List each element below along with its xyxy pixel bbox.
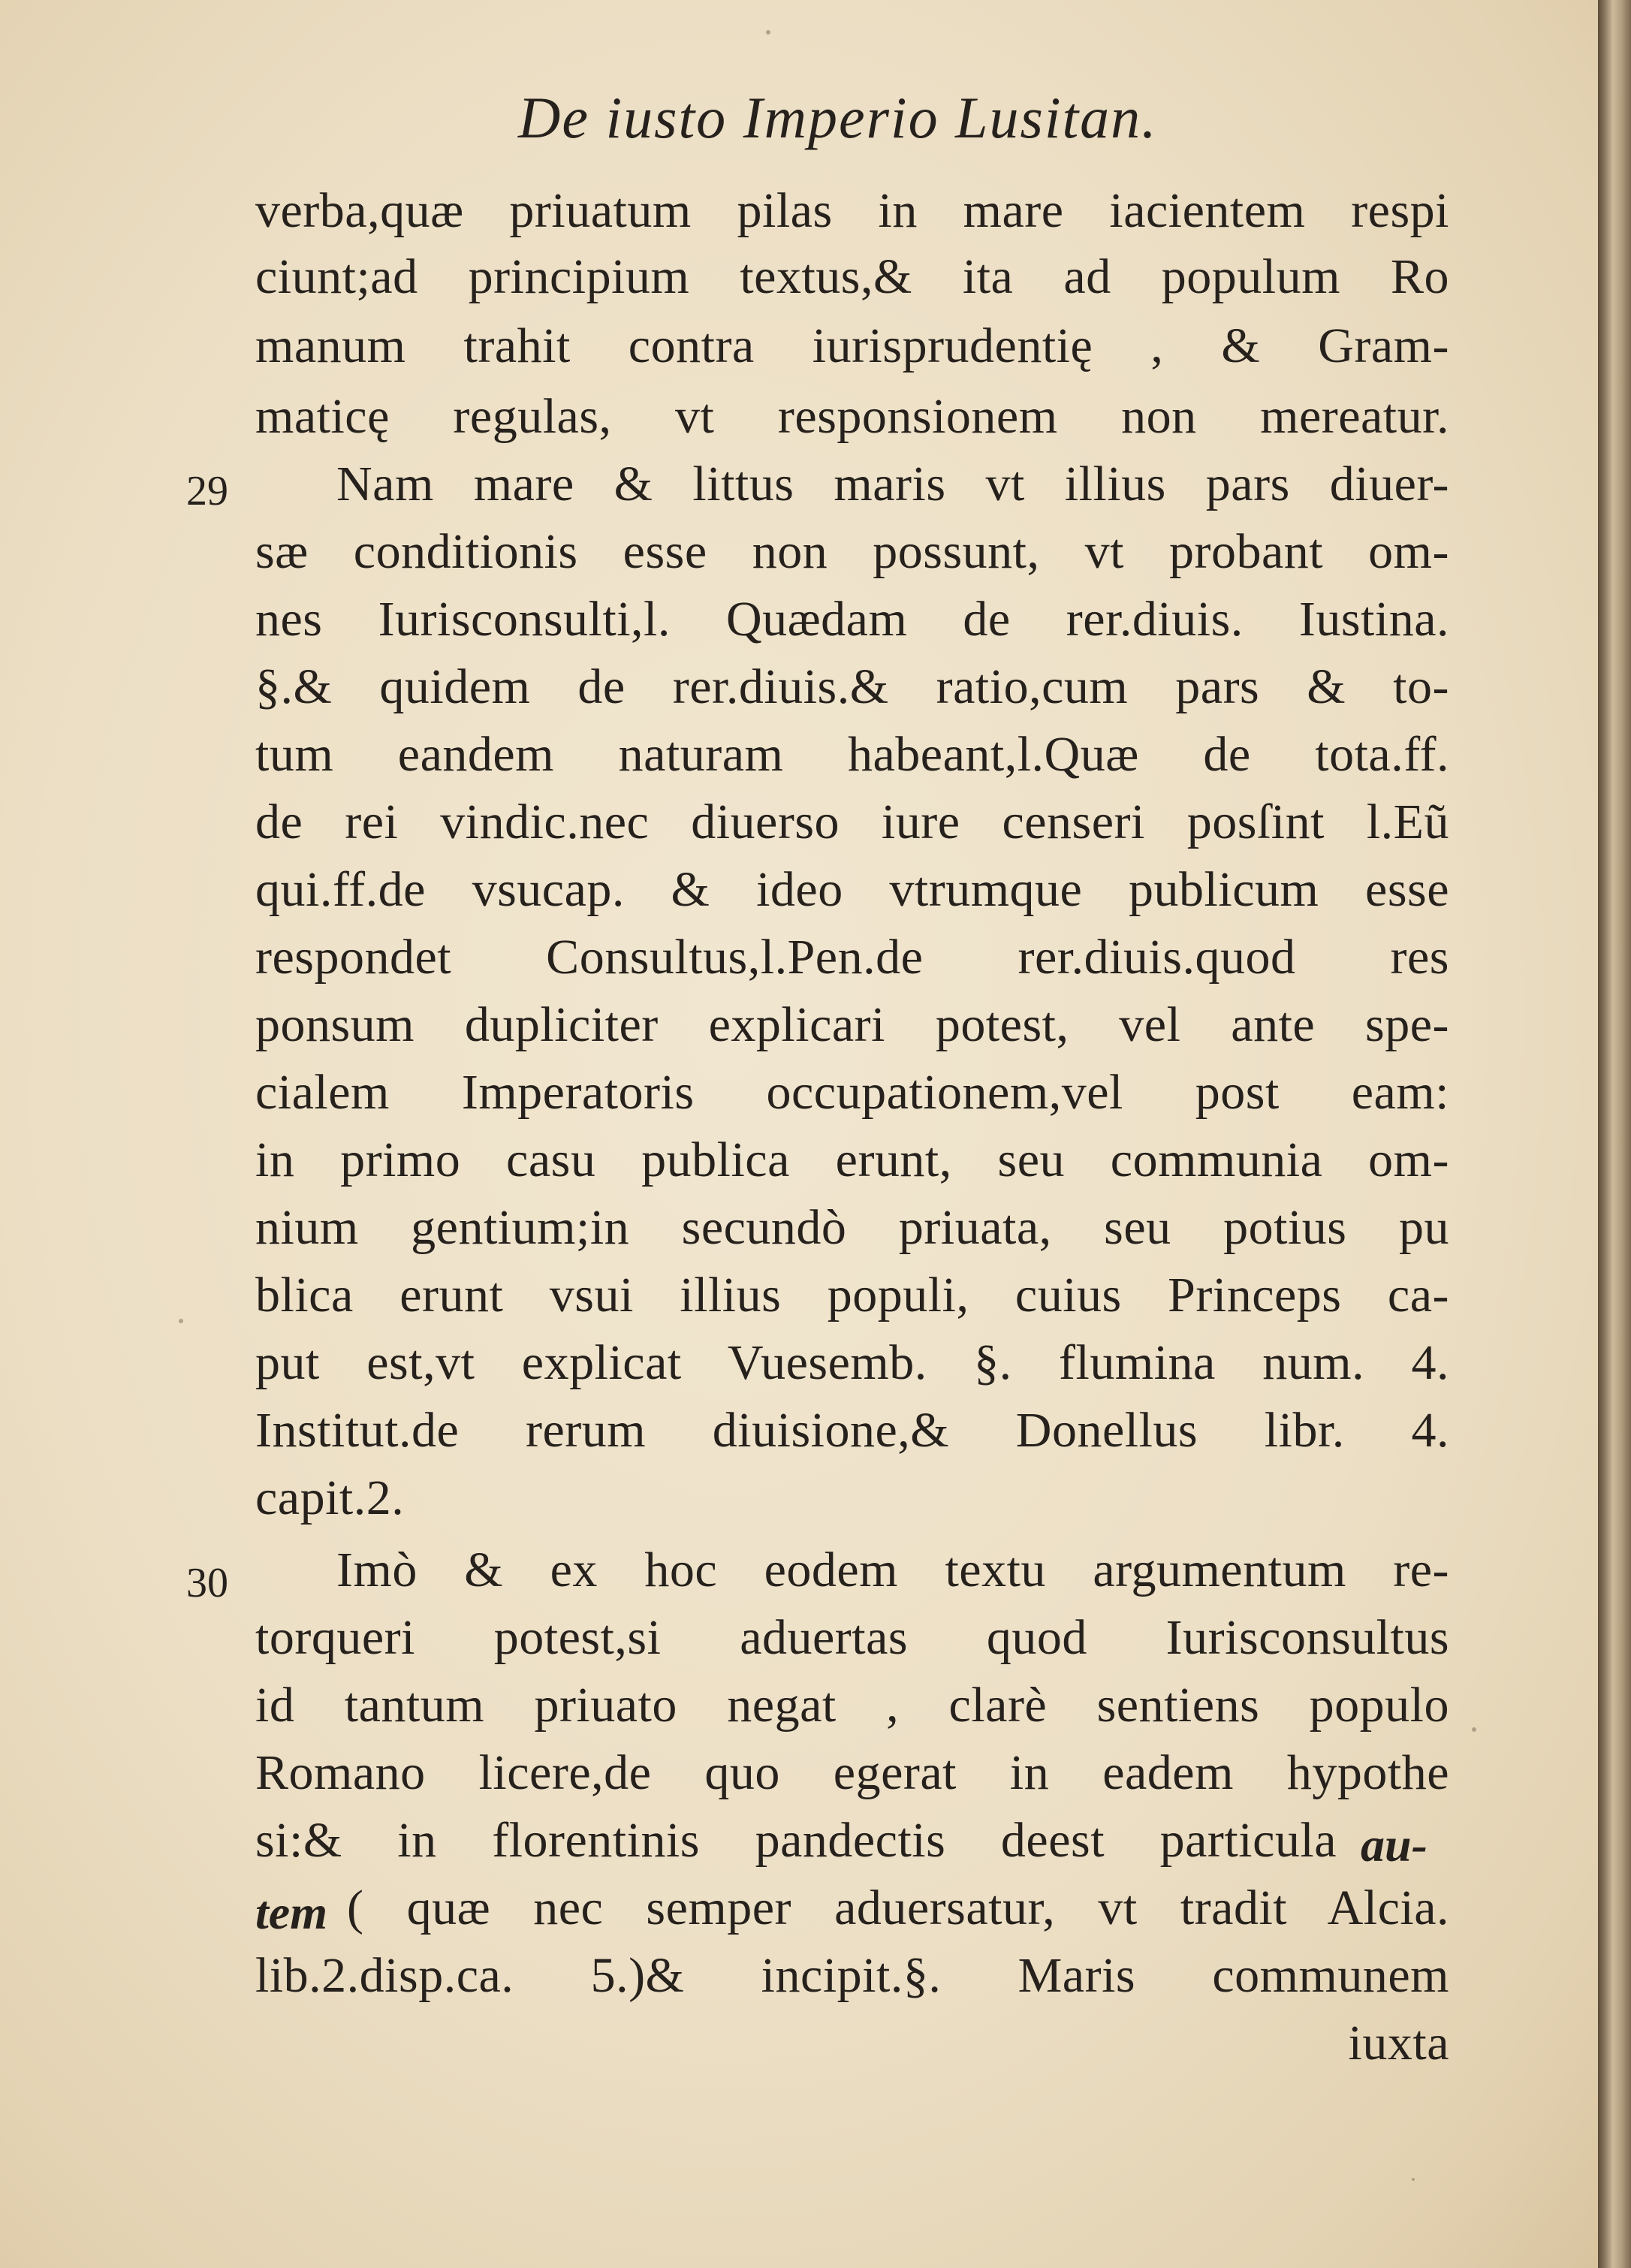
text-line: nes Iurisconsulti,l. Quædam de rer.diuis. Iustina. xyxy=(255,592,1449,647)
paper-speck xyxy=(1412,2178,1415,2181)
paper-speck xyxy=(1472,1727,1476,1732)
text-line: put est,vt explicat Vuesemb. §. flumina num. 4. xyxy=(255,1335,1449,1390)
text-line: in primo casu publica erunt, seu communia om- xyxy=(255,1132,1449,1187)
text-line: lib.2.disp.ca. 5.)& incipit.§. Maris communem xyxy=(255,1948,1449,2003)
text-line: sæ conditionis esse non possunt, vt probant om- xyxy=(255,524,1449,579)
italic-word: tem xyxy=(255,1886,327,1939)
text-line: cialem Imperatoris occupationem,vel post eam: xyxy=(255,1065,1449,1120)
text-line: ciunt;ad principium textus,& ita ad populum Ro xyxy=(255,249,1449,304)
catchword: iuxta xyxy=(1348,2016,1449,2070)
text-line: capit.2. xyxy=(255,1470,405,1525)
margin-number-29: 29 xyxy=(186,468,228,514)
text-line: blica erunt vsui illius populi, cuius Princeps ca- xyxy=(255,1268,1449,1322)
running-head: De iusto Imperio Lusitan. xyxy=(518,85,1158,150)
text-line: §.& quidem de rer.diuis.& ratio,cum pars & to- xyxy=(255,659,1449,714)
text-line: si:& in florentinis pandectis deest particula xyxy=(255,1813,1337,1868)
paper-speck xyxy=(766,30,770,35)
margin-number-30: 30 xyxy=(186,1560,228,1606)
text-line: Imò & ex hoc eodem textu argumentum re- xyxy=(336,1543,1449,1597)
book-spine-edge xyxy=(1598,0,1631,2268)
text-line: nium gentium;in secundò priuata, seu potius pu xyxy=(255,1200,1449,1255)
text-line: ( quæ nec semper aduersatur, vt tradit Alcia. xyxy=(347,1880,1449,1935)
text-line: ponsum dupliciter explicari potest, vel ante spe- xyxy=(255,997,1449,1052)
paper-speck xyxy=(179,1319,183,1323)
text-line: Institut.de rerum diuisione,& Donellus libr. 4. xyxy=(255,1403,1449,1458)
text-line: qui.ff.de vsucap. & ideo vtrumque publicum esse xyxy=(255,862,1449,917)
text-line: Nam mare & littus maris vt illius pars diuer- xyxy=(336,457,1449,511)
text-line: respondet Consultus,l.Pen.de rer.diuis.quod res xyxy=(255,930,1449,985)
text-line: verba,quæ priuatum pilas in mare iacientem respi xyxy=(255,183,1449,238)
text-line: de rei vindic.nec diuerso iure censeri posſint l.Eũ xyxy=(255,795,1449,849)
text-line: tum eandem naturam habeant,l.Quæ de tota.ff. xyxy=(255,727,1449,782)
text-line: maticę regulas, vt responsionem non mereatur. xyxy=(255,389,1449,444)
text-line: torqueri potest,si aduertas quod Iurisconsultus xyxy=(255,1610,1449,1665)
text-line: manum trahit contra iurisprudentię , & Gram- xyxy=(255,318,1449,373)
italic-word: au- xyxy=(1361,1818,1428,1871)
text-line: id tantum priuato negat , clarè sentiens populo xyxy=(255,1678,1449,1733)
text-line: Romano licere,de quo egerat in eadem hypothe xyxy=(255,1745,1449,1800)
